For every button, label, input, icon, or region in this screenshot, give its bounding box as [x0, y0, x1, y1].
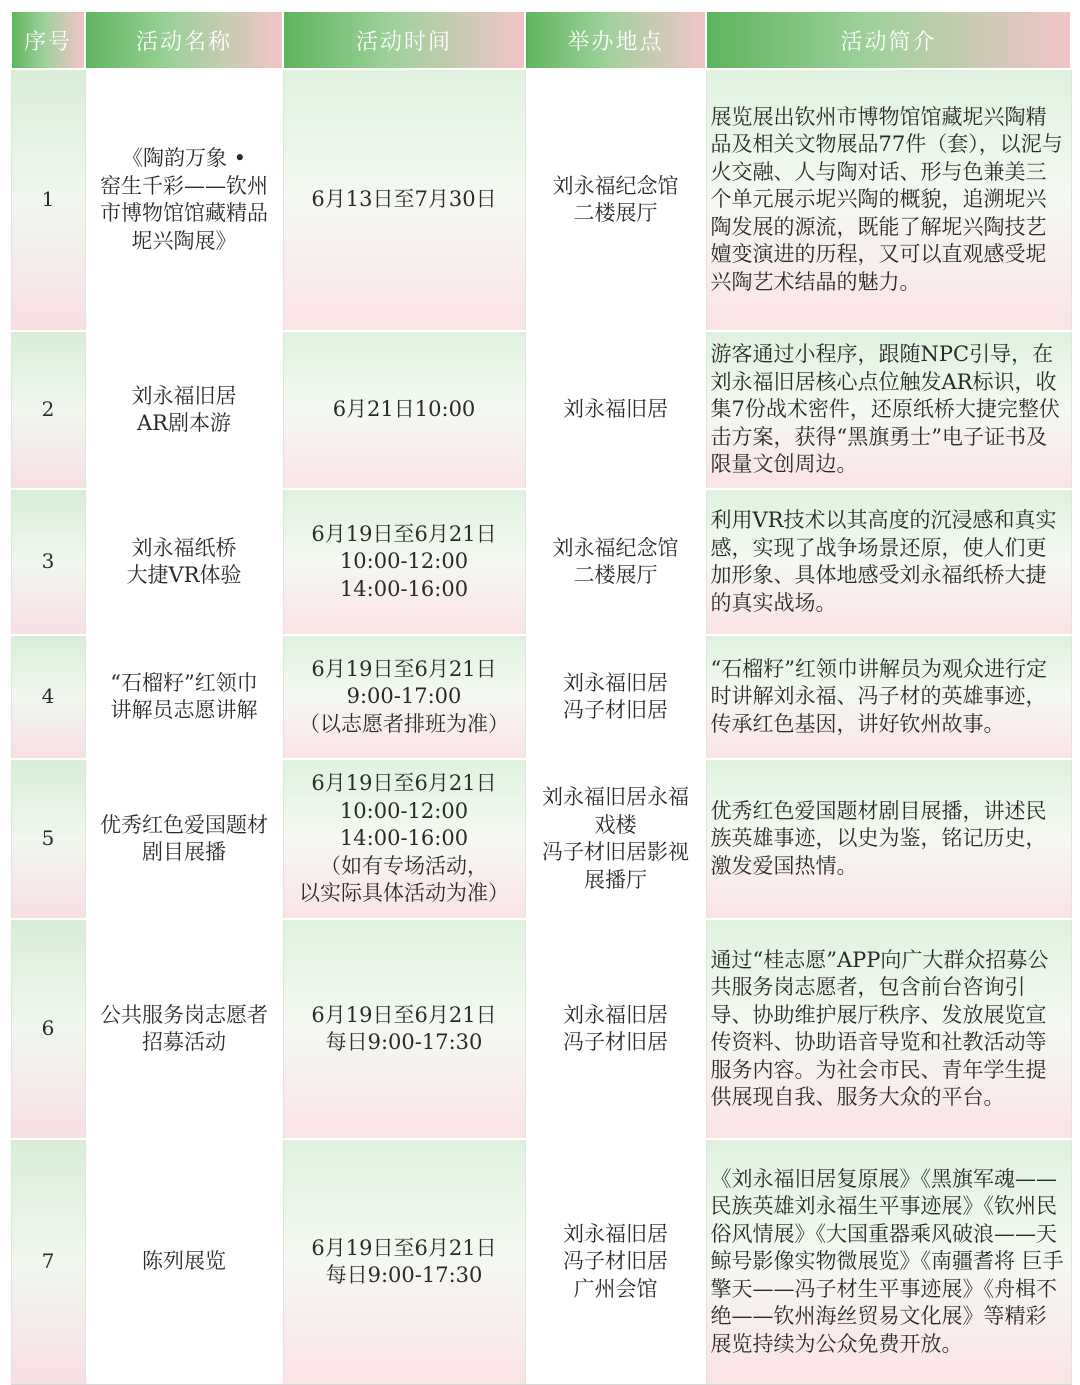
header-name: 活动名称 — [85, 11, 283, 69]
row-intro: 游客通过小程序，跟随NPC引导，在刘永福旧居核心点位触发AR标识，收集7份战术密件，还原纸桥大捷完整伏击方案，获得“黑旗勇士”电子证书及限量文创周边。 — [706, 331, 1071, 489]
row-time: 6月19日至6月21日 每日9:00-17:30 — [283, 1139, 525, 1385]
row-place: 刘永福旧居永福 戏楼 冯子材旧居影视 展播厅 — [525, 759, 706, 919]
row-time: 6月19日至6月21日 每日9:00-17:30 — [283, 919, 525, 1139]
row-name: 陈列展览 — [85, 1139, 283, 1385]
header-intro: 活动简介 — [706, 11, 1071, 69]
row-intro: 展览展出钦州市博物馆馆藏坭兴陶精品及相关文物展品77件（套），以泥与火交融、人与陶对话、形与色兼美三个单元展示坭兴陶的概貌，追溯坭兴陶发展的源流，既能了解坭兴陶技艺嬗变演进的历程，又可以直观感受坭兴陶艺术结晶的魅力。 — [706, 69, 1071, 331]
row-time: 6月19日至6月21日 10:00-12:00 14:00-16:00 （如有专场活动， 以实际具体活动为准） — [283, 759, 525, 919]
table-header-row — [11, 11, 1071, 69]
row-intro: 利用VR技术以其高度的沉浸感和真实感，实现了战争场景还原，使人们更加形象、具体地感受刘永福纸桥大捷的真实战场。 — [706, 489, 1071, 635]
row-index: 3 — [11, 489, 85, 635]
row-name: 刘永福纸桥 大捷VR体验 — [85, 489, 283, 635]
table-row — [11, 69, 1071, 331]
header-place: 举办地点 — [525, 11, 706, 69]
table-row — [11, 489, 1071, 635]
row-name: “石榴籽”红领巾 讲解员志愿讲解 — [85, 635, 283, 759]
row-index: 1 — [11, 69, 85, 331]
row-time: 6月13日至7月30日 — [283, 69, 525, 331]
table-row — [11, 759, 1071, 919]
row-index: 4 — [11, 635, 85, 759]
row-place: 刘永福旧居 冯子材旧居 — [525, 919, 706, 1139]
row-intro: 通过“桂志愿”APP向广大群众招募公共服务岗志愿者，包含前台咨询引导、协助维护展厅秩序、发放展览宣传资料、协助语音导览和社教活动等服务内容。为社会市民、青年学生提供展现自我、服务大众的平台。 — [706, 919, 1071, 1139]
row-place: 刘永福旧居 冯子材旧居 广州会馆 — [525, 1139, 706, 1385]
row-name: 刘永福旧居 AR剧本游 — [85, 331, 283, 489]
table-row — [11, 1139, 1071, 1385]
row-index: 7 — [11, 1139, 85, 1385]
row-intro: 优秀红色爱国题材剧目展播，讲述民族英雄事迹，以史为鉴，铭记历史，激发爱国热情。 — [706, 759, 1071, 919]
table-row — [11, 919, 1071, 1139]
row-time: 6月19日至6月21日 9:00-17:00 （以志愿者排班为准） — [283, 635, 525, 759]
row-name: 公共服务岗志愿者 招募活动 — [85, 919, 283, 1139]
header-index: 序号 — [11, 11, 85, 69]
row-name: 优秀红色爱国题材 剧目展播 — [85, 759, 283, 919]
row-place: 刘永福纪念馆 二楼展厅 — [525, 489, 706, 635]
activity-schedule — [10, 10, 1070, 1385]
row-name: 《陶韵万象 • 窑生千彩——钦州 市博物馆馆藏精品 坭兴陶展》 — [85, 69, 283, 331]
row-intro: “石榴籽”红领巾讲解员为观众进行定时讲解刘永福、冯子材的英雄事迹，传承红色基因，讲好钦州故事。 — [706, 635, 1071, 759]
row-time: 6月19日至6月21日 10:00-12:00 14:00-16:00 — [283, 489, 525, 635]
row-intro: 《刘永福旧居复原展》《黑旗军魂——民族英雄刘永福生平事迹展》《钦州民俗风情展》《大国重器乘风破浪——天鲸号影像实物微展览》《南疆耆将 巨手擎天——冯子材生平事迹展》《舟楫不绝——钦州海丝贸易文化展》等精彩展览持续为公众免费开放。 — [706, 1139, 1071, 1385]
table-row — [11, 635, 1071, 759]
row-time: 6月21日10:00 — [283, 331, 525, 489]
row-index: 6 — [11, 919, 85, 1139]
row-index: 2 — [11, 331, 85, 489]
row-place: 刘永福旧居 — [525, 331, 706, 489]
header-time: 活动时间 — [283, 11, 525, 69]
activity-table — [10, 10, 1072, 1385]
table-row — [11, 331, 1071, 489]
row-place: 刘永福旧居 冯子材旧居 — [525, 635, 706, 759]
row-index: 5 — [11, 759, 85, 919]
row-place: 刘永福纪念馆 二楼展厅 — [525, 69, 706, 331]
